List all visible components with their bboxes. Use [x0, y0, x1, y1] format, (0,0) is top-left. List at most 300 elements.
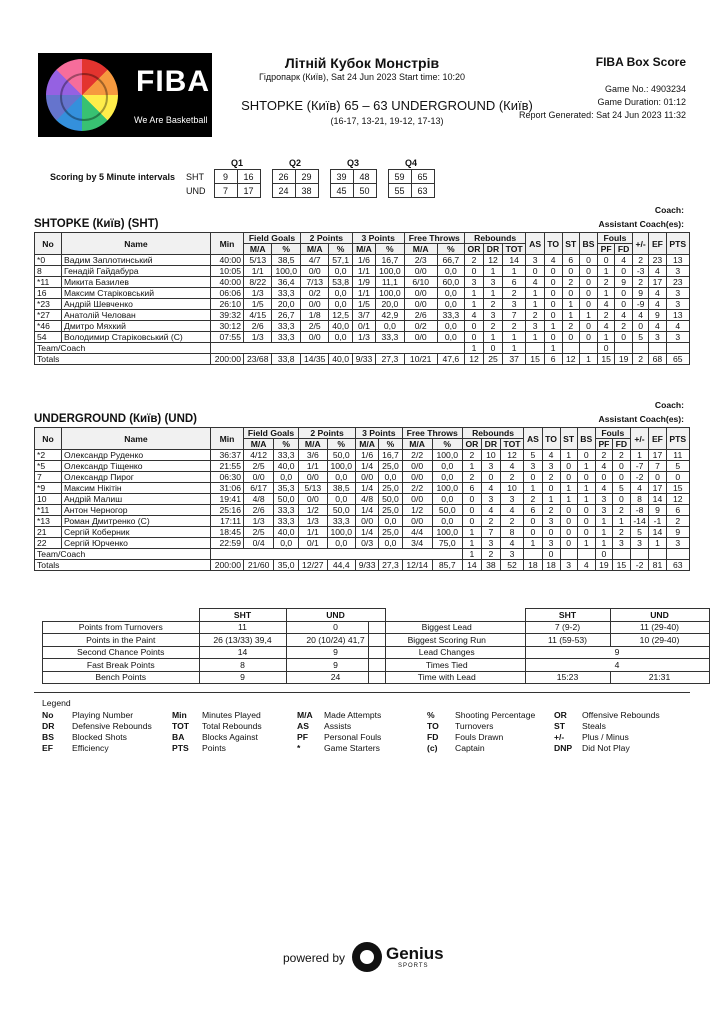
cell: 0 — [595, 472, 612, 483]
cell: *5 — [35, 461, 62, 472]
cell: 12/14 — [402, 560, 432, 571]
intervals-label: Scoring by 5 Minute intervals — [50, 171, 176, 182]
game-duration: Game Duration: 01:12 — [597, 97, 686, 107]
cell: 4 — [598, 299, 615, 310]
cell: 0,0 — [327, 538, 355, 549]
cell: 0/1 — [352, 321, 375, 332]
cell: 3 — [666, 266, 689, 277]
cell: 0 — [524, 472, 542, 483]
cell: 1/3 — [244, 516, 274, 527]
cell: 1 — [598, 332, 615, 343]
logo-word: FIBA — [136, 65, 210, 98]
cell: 23 — [666, 277, 689, 288]
cell: 5 — [524, 450, 542, 461]
col-no: No — [35, 428, 62, 450]
cell: 40:00 — [211, 255, 244, 266]
cell: 7 — [35, 472, 62, 483]
cell: 0 — [542, 527, 560, 538]
cell: 7/13 — [300, 277, 328, 288]
cell: 38 — [482, 560, 501, 571]
stats-row — [43, 634, 386, 647]
cell: Team/Coach — [35, 549, 211, 560]
sub-pct: % — [274, 439, 299, 450]
cell: 21/60 — [244, 560, 274, 571]
cell: 25,0 — [379, 483, 402, 494]
cell: 0/0 — [300, 266, 328, 277]
cell: 6 — [524, 505, 542, 516]
sub-fd: FD — [615, 244, 633, 255]
game-number: Game No.: 4903234 — [604, 84, 686, 94]
box-score-table — [34, 427, 690, 571]
cell: 1 — [595, 538, 612, 549]
stats-row — [369, 621, 710, 634]
cell: 1 — [560, 483, 577, 494]
stats-col: SHT — [525, 609, 610, 622]
cell: 0/3 — [355, 538, 378, 549]
sub-dr: DR — [484, 244, 503, 255]
legend-title: Legend — [42, 698, 71, 708]
cell: 9 — [649, 505, 666, 516]
cell: *9 — [35, 483, 62, 494]
cell: 75,0 — [432, 538, 462, 549]
game-venue: Гідропарк (Київ), Sat 24 Jun 2023 Start time: 10:20 — [258, 72, 466, 82]
stats-value: 14 — [199, 646, 286, 659]
cell: 12 — [500, 450, 524, 461]
stats-label: Second Chance Points — [43, 646, 200, 659]
cell: 65 — [666, 354, 689, 365]
cell: 4 — [542, 450, 560, 461]
cell: 100,0 — [376, 288, 404, 299]
col-2p: 2 Points — [300, 233, 352, 244]
cell: 6 — [666, 505, 689, 516]
cell: 4/4 — [402, 527, 432, 538]
stats-value: 7 (9-2) — [525, 621, 610, 634]
cell: 3 — [666, 299, 689, 310]
cell: 16 — [35, 288, 62, 299]
cell: 26,7 — [272, 310, 300, 321]
cell: 14 — [649, 494, 666, 505]
cell: -14 — [630, 516, 649, 527]
cell: 18 — [542, 560, 560, 571]
cell: 35,0 — [274, 560, 299, 571]
cell: 22 — [35, 538, 62, 549]
stats-col: UND — [286, 609, 385, 622]
cell: 17 — [649, 277, 666, 288]
cell: 0,0 — [432, 472, 462, 483]
game-title: Літній Кубок Монстрів — [284, 55, 440, 71]
cell: 33,3 — [272, 321, 300, 332]
cell: 0 — [542, 483, 560, 494]
player-row — [35, 472, 690, 483]
cell: 4 — [577, 560, 595, 571]
cell: 3/4 — [402, 538, 432, 549]
cell: 3 — [482, 494, 501, 505]
cell: 4 — [666, 321, 689, 332]
interval-cell: 7 — [214, 184, 237, 198]
interval-cell: 24 — [272, 184, 295, 198]
player-row — [35, 505, 690, 516]
col-3p: 3 Points — [352, 233, 404, 244]
cell: 15 — [598, 354, 615, 365]
cell: 14 — [462, 560, 481, 571]
cell: 2 — [595, 450, 612, 461]
cell: 1 — [464, 288, 483, 299]
cell: Олександр Руденко — [62, 450, 211, 461]
cell: 2 — [502, 321, 526, 332]
cell: 2 — [666, 516, 689, 527]
cell: 0 — [544, 332, 562, 343]
team-box-sht — [34, 205, 690, 365]
cell: 0/0 — [404, 332, 437, 343]
stats-value: 4 — [525, 659, 709, 672]
cell: 3/7 — [352, 310, 375, 321]
stats-label: Points in the Paint — [43, 634, 200, 647]
cell: 25,0 — [379, 505, 402, 516]
q-label: Q3 — [346, 157, 359, 168]
cell: 39:32 — [211, 310, 244, 321]
cell: 0,0 — [437, 332, 464, 343]
cell: 1 — [577, 538, 595, 549]
cell: 4 — [595, 483, 612, 494]
cell: 12 — [666, 494, 689, 505]
cell: 1 — [526, 332, 544, 343]
interval-cell: 59 — [388, 170, 411, 184]
cell: 50,0 — [327, 505, 355, 516]
cell: 12,5 — [329, 310, 352, 321]
cell: 1/2 — [402, 505, 432, 516]
cell: 0 — [613, 461, 631, 472]
cell: 1 — [579, 310, 597, 321]
sub-or: OR — [464, 244, 483, 255]
player-row — [35, 255, 690, 266]
sub-ma: M/A — [352, 244, 375, 255]
cell: -3 — [632, 266, 648, 277]
cell: 40,0 — [274, 461, 299, 472]
cell: 25:16 — [211, 505, 244, 516]
assistant-coach-label: Assistant Coach(es): — [598, 219, 684, 229]
cell: 16,7 — [379, 450, 402, 461]
cell: 17:11 — [211, 516, 244, 527]
cell: 0 — [462, 505, 481, 516]
sub-tot: TOT — [500, 439, 524, 450]
legend-desc: Defensive Rebounds — [72, 721, 152, 731]
player-row — [35, 288, 690, 299]
stats-label: Time with Lead — [369, 671, 526, 684]
cell: 1 — [560, 494, 577, 505]
col-to: TO — [542, 428, 560, 450]
cell: 2 — [542, 505, 560, 516]
cell: 0 — [560, 516, 577, 527]
cell: 0 — [544, 266, 562, 277]
cell: 15 — [613, 560, 631, 571]
cell: 33,3 — [272, 332, 300, 343]
cell: 5 — [630, 527, 649, 538]
legend-desc: Total Rebounds — [202, 721, 262, 731]
cell: 9 — [666, 527, 689, 538]
interval-cell: 63 — [411, 184, 434, 198]
cell: 25 — [484, 354, 503, 365]
stats-value: 9 — [286, 659, 385, 672]
player-row — [35, 310, 690, 321]
cell: 23/68 — [244, 354, 272, 365]
cell: 8/22 — [244, 277, 272, 288]
cell: 10 — [500, 483, 524, 494]
cell: 0,0 — [379, 538, 402, 549]
interval-cell: 38 — [295, 184, 318, 198]
cell: 1 — [595, 527, 612, 538]
col-pm: +/- — [630, 428, 649, 450]
cell: 12 — [484, 255, 503, 266]
cell: 15 — [666, 483, 689, 494]
cell: Team/Coach — [35, 343, 211, 354]
legend-desc: Shooting Percentage — [455, 710, 536, 720]
cell: Володимир Старіковський (C) — [62, 332, 211, 343]
cell: 0 — [579, 299, 597, 310]
cell: 0 — [560, 538, 577, 549]
cell: 1/4 — [355, 505, 378, 516]
stats-row — [369, 659, 710, 672]
legend-key: ST — [554, 721, 565, 731]
cell: 0 — [577, 516, 595, 527]
cell: 3 — [542, 461, 560, 472]
cell: 40,0 — [274, 527, 299, 538]
cell: 4 — [649, 266, 666, 277]
legend-desc: Minutes Played — [202, 710, 261, 720]
cell: 1/8 — [300, 310, 328, 321]
cell: 1 — [598, 266, 615, 277]
cell: 1 — [462, 527, 481, 538]
sub-pct: % — [379, 439, 402, 450]
assistant-coach-label: Assistant Coach(es): — [598, 414, 684, 424]
legend-key: OR — [554, 710, 567, 720]
cell: 2 — [482, 549, 501, 560]
cell: 3 — [524, 461, 542, 472]
legend-desc: Personal Fouls — [324, 732, 382, 742]
cell: 31:06 — [211, 483, 244, 494]
col-fouls: Fouls — [598, 233, 633, 244]
cell: Дмитро Мяхкий — [62, 321, 211, 332]
cell: 1/4 — [355, 483, 378, 494]
cell: 4 — [500, 538, 524, 549]
cell: 1/6 — [355, 450, 378, 461]
legend-key: Min — [172, 710, 187, 720]
cell: 14 — [502, 255, 526, 266]
cell: 0,0 — [437, 288, 464, 299]
stats-value: 11 (59-53) — [525, 634, 610, 647]
cell: 20,0 — [272, 299, 300, 310]
cell: 0,0 — [329, 299, 352, 310]
cell: 07:55 — [211, 332, 244, 343]
cell: 3 — [666, 332, 689, 343]
cell: *27 — [35, 310, 62, 321]
stats-label: Bench Points — [43, 671, 200, 684]
col-name: Name — [62, 233, 211, 255]
cell: -1 — [649, 516, 666, 527]
stats-right — [368, 608, 710, 684]
interval-cell: 26 — [272, 170, 295, 184]
cell: 2 — [462, 472, 481, 483]
cell: 0,0 — [329, 332, 352, 343]
box-score-table — [34, 232, 690, 365]
cell: Олександр Пирог — [62, 472, 211, 483]
cell: 4/8 — [244, 494, 274, 505]
totals-row — [35, 354, 690, 365]
cell: 5 — [632, 332, 648, 343]
cell: 1 — [560, 450, 577, 461]
legend-desc: Steals — [582, 721, 606, 731]
cell: 50,0 — [379, 494, 402, 505]
cell: 0 — [615, 299, 633, 310]
cell: 1 — [577, 461, 595, 472]
cell: 3 — [500, 549, 524, 560]
cell: 2 — [542, 472, 560, 483]
cell: 1 — [526, 299, 544, 310]
stats-value: 10 (29-40) — [610, 634, 709, 647]
player-row — [35, 321, 690, 332]
player-row — [35, 538, 690, 549]
interval-team: UND — [186, 185, 206, 196]
cell: 18:45 — [211, 527, 244, 538]
cell: 0/0 — [404, 288, 437, 299]
cell: 0 — [544, 299, 562, 310]
cell: 0 — [464, 266, 483, 277]
cell: 1/2 — [299, 505, 327, 516]
team-header: SHTOPKE (Київ) (SHT) — [34, 218, 159, 230]
cell: 2 — [632, 255, 648, 266]
cell: 4 — [526, 277, 544, 288]
stats-col: UND — [610, 609, 709, 622]
cell: Роман Дмитренко (C) — [62, 516, 211, 527]
genius-brand: Genius — [386, 944, 444, 963]
stats-label: Biggest Lead — [369, 621, 526, 634]
cell: 1 — [484, 288, 503, 299]
col-st: ST — [562, 233, 579, 255]
cell: 1/4 — [355, 527, 378, 538]
cell: 16,7 — [376, 255, 404, 266]
col-min: Min — [211, 233, 244, 255]
cell: 53,8 — [329, 277, 352, 288]
interval-team: SHT — [186, 171, 204, 182]
cell: 3 — [464, 277, 483, 288]
cell: 7 — [649, 461, 666, 472]
cell: 0,0 — [329, 266, 352, 277]
cell: 06:06 — [211, 288, 244, 299]
report-generated: Report Generated: Sat 24 Jun 2023 11:32 — [519, 110, 686, 120]
cell: 0,0 — [437, 321, 464, 332]
legend-key: DR — [42, 721, 55, 731]
cell: 19 — [615, 354, 633, 365]
cell: -7 — [630, 461, 649, 472]
cell: 0 — [579, 266, 597, 277]
sub-pct: % — [376, 244, 404, 255]
player-row — [35, 461, 690, 472]
cell: 2/2 — [402, 450, 432, 461]
cell: 21 — [35, 527, 62, 538]
legend-desc: Offensive Rebounds — [582, 710, 660, 720]
cell: 2/5 — [244, 461, 274, 472]
cell: 50,0 — [327, 450, 355, 461]
stats-label: Fast Break Points — [43, 659, 200, 672]
cell: 7 — [502, 310, 526, 321]
player-row — [35, 527, 690, 538]
score-line: SHTOPKE (Київ) 65 – 63 UNDERGROUND (Київ) — [241, 98, 533, 113]
cell: 33,3 — [327, 516, 355, 527]
legend-desc: Game Starters — [324, 743, 380, 753]
cell: 1 — [544, 343, 562, 354]
interval-cell: 65 — [411, 170, 434, 184]
totals-row — [35, 560, 690, 571]
stats-value: 20 (10/24) 41,7 — [286, 634, 385, 647]
cell: 0/2 — [300, 288, 328, 299]
cell: 0 — [649, 472, 666, 483]
stats-label: Times Tied — [369, 659, 526, 672]
cell: 3 — [502, 299, 526, 310]
cell: 0/2 — [404, 321, 437, 332]
cell: 100,0 — [432, 450, 462, 461]
col-st: ST — [560, 428, 577, 450]
cell: 17 — [649, 450, 666, 461]
cell: 3 — [542, 538, 560, 549]
cell: 0,0 — [376, 321, 404, 332]
stats-row — [369, 634, 710, 647]
cell: 3 — [595, 494, 612, 505]
cell: 1/5 — [352, 299, 375, 310]
cell: 27,3 — [379, 560, 402, 571]
cell: 5/13 — [299, 483, 327, 494]
cell: 1 — [579, 354, 597, 365]
coach-label: Coach: — [654, 400, 684, 410]
cell: 2 — [613, 505, 631, 516]
cell: 3 — [666, 538, 689, 549]
cell: 2/2 — [402, 483, 432, 494]
player-row — [35, 266, 690, 277]
cell: 4 — [595, 461, 612, 472]
cell: 1 — [613, 516, 631, 527]
cell: 1 — [524, 538, 542, 549]
team-header: UNDERGROUND (Київ) (UND) — [34, 413, 198, 425]
legend-desc: Blocked Shots — [72, 732, 127, 742]
cell: 0 — [560, 461, 577, 472]
stats-label: Points from Turnovers — [43, 621, 200, 634]
cell: 0,0 — [274, 538, 299, 549]
cell: 2 — [613, 450, 631, 461]
q-label: Q1 — [230, 157, 243, 168]
stats-row — [43, 671, 386, 684]
cell: 4 — [500, 461, 524, 472]
cell: 1 — [502, 332, 526, 343]
cell: 0/0 — [402, 461, 432, 472]
cell: 15 — [526, 354, 544, 365]
cell: 200:00 — [211, 560, 244, 571]
cell: 0,0 — [432, 516, 462, 527]
col-min: Min — [211, 428, 244, 450]
genius-logo-icon — [352, 942, 382, 972]
cell: 19 — [595, 560, 612, 571]
cell: 25,0 — [379, 527, 402, 538]
stats-row — [43, 659, 386, 672]
genius-brand-sub: SPORTS — [398, 963, 429, 969]
stats-row — [43, 621, 386, 634]
cell: 10:05 — [211, 266, 244, 277]
cell: 0 — [544, 277, 562, 288]
sub-ma: M/A — [244, 439, 274, 450]
col-as: AS — [524, 428, 542, 450]
cell: 11 — [666, 450, 689, 461]
cell: 4/8 — [355, 494, 378, 505]
cell: *2 — [35, 450, 62, 461]
sub-pct: % — [329, 244, 352, 255]
cell: 1 — [462, 538, 481, 549]
